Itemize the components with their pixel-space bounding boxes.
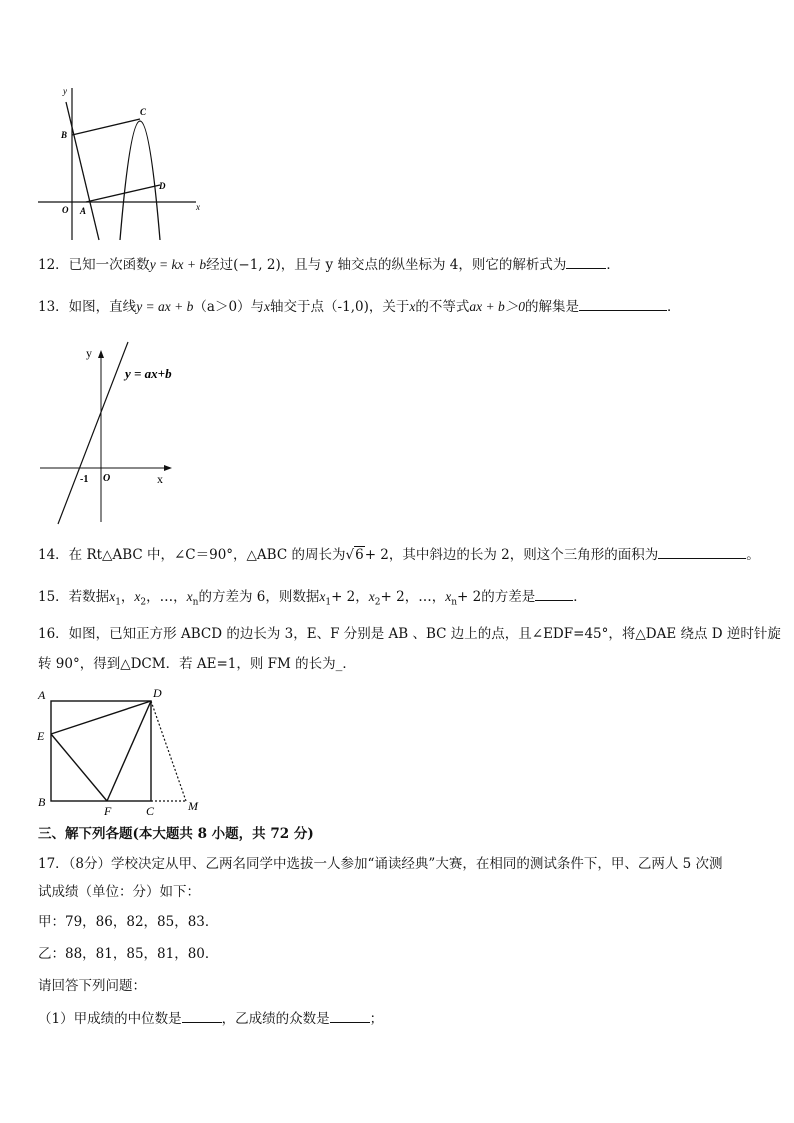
question-13: 13．如图，直线y = ax + b（a＞0）与x轴交于点（-1,0)，关于x的不等式ax + b＞0的解集是 ．	[38, 296, 680, 317]
line-AB	[66, 102, 99, 240]
question-17-prompt: 请回答下列问题：	[38, 978, 146, 994]
question-17-line1: 17．（8分）学校决定从甲、乙两名同学中选拔一人参加“诵读经典”大赛，在相同的测试条件下，甲、乙两人 5 次测	[38, 856, 723, 872]
label-x: x	[196, 202, 200, 212]
answer-blank[interactable]	[566, 254, 606, 269]
segment-DM	[151, 701, 186, 801]
label-D: D	[153, 686, 162, 700]
section-heading: 三、解下列各题(本大题共 8 小题，共 72 分)	[38, 826, 314, 842]
label-O: O	[62, 205, 69, 215]
segment-DF	[107, 701, 151, 801]
label-A: A	[80, 206, 87, 216]
answer-blank-mode[interactable]	[330, 1008, 370, 1023]
line-y-ax-b	[58, 342, 128, 524]
figure-parabola-square	[36, 82, 216, 242]
segment-BC	[72, 119, 140, 135]
scores-jia: 甲：79，86，82，85，83．	[38, 914, 219, 930]
segment-DE	[51, 701, 151, 734]
label-E: E	[37, 729, 45, 743]
line-equation-label: y = ax+b	[125, 366, 172, 381]
label-D: D	[159, 181, 166, 191]
question-17-line2: 试成绩（单位：分）如下：	[38, 884, 200, 900]
question-14: 14．在 Rt△ABC 中，∠C＝90°，△ABC 的周长为√6+ 2，其中斜边的长为 2，则这个三角形的面积为 。	[38, 544, 760, 565]
figure-square-rotation	[34, 684, 214, 818]
question-16-line1: 16．如图，已知正方形 ABCD 的边长为 3，E、F 分别是 AB 、BC 边上的点，且∠EDF=45°，将△DAE 绕点 D 逆时针旋	[38, 626, 781, 642]
question-16-line2: 转 90°，得到△DCM．若 AE=1，则 FM 的长为_．	[38, 656, 356, 672]
segment-EF	[51, 734, 107, 801]
label-F: F	[104, 804, 112, 818]
label-neg1: -1	[80, 474, 89, 485]
question-17-sub1: （1）甲成绩的中位数是 ，乙成绩的众数是 ；	[38, 1008, 383, 1029]
segment-AD	[86, 185, 160, 202]
answer-blank[interactable]	[535, 586, 573, 601]
answer-blank[interactable]	[579, 296, 667, 311]
question-12: 12．已知一次函数y = kx + b经过(−1, 2)，且与 y 轴交点的纵坐标为 4，则它的解析式为 ．	[38, 254, 620, 275]
parabola-curve	[120, 121, 160, 240]
label-M: M	[188, 799, 198, 813]
label-A: A	[38, 688, 46, 702]
answer-blank[interactable]	[658, 544, 746, 559]
label-B: B	[61, 130, 68, 140]
label-y: y	[86, 346, 92, 360]
label-B: B	[38, 795, 46, 809]
question-15: 15．若数据$x_1$，$x_2$，…，$x_n$的方差为 6，则数据$x_1+ 2$，$x_2+ 2$，…，$x_n+ 2$的方差是 ．	[38, 586, 587, 613]
label-C: C	[146, 804, 155, 818]
label-y: y	[63, 86, 67, 96]
label-C: C	[140, 107, 147, 117]
answer-blank-median[interactable]	[182, 1008, 222, 1023]
figure-line-graph	[36, 340, 206, 526]
label-O: O	[103, 473, 111, 484]
scores-yi: 乙：88，81，85，81，80．	[38, 946, 219, 962]
label-x: x	[157, 472, 163, 486]
